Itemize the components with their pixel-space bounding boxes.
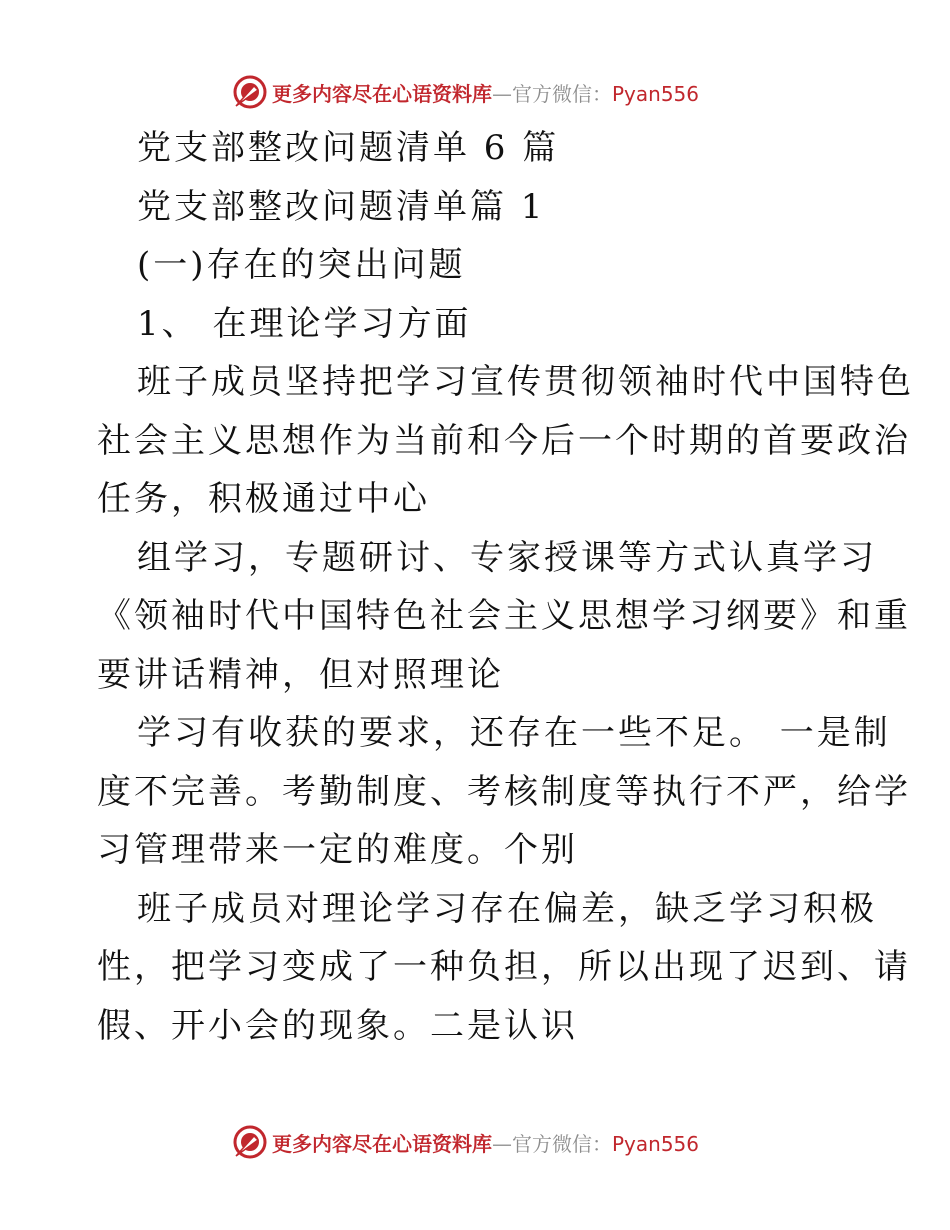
paragraph-line: 习管理带来一定的难度。个别 xyxy=(97,830,578,870)
document-body xyxy=(97,119,914,1055)
watermark-wechat-id: Pyan556 xyxy=(612,1131,700,1156)
watermark-label: 官方微信： xyxy=(512,81,612,106)
paragraph-line: 组学习，专题研讨、专家授课等方式认真学习 xyxy=(137,537,877,578)
section-heading: (一)存在的突出问题 xyxy=(137,245,466,285)
watermark-wechat-id: Pyan556 xyxy=(612,81,700,106)
paragraph-line: 性，把学习变成了一种负担，所以出现了迟到、请 xyxy=(97,947,911,987)
watermark-label: 官方微信： xyxy=(512,1131,612,1156)
feather-pen-logo-icon xyxy=(232,74,268,110)
watermark-separator: — xyxy=(492,1131,512,1156)
watermark-text xyxy=(272,78,699,107)
paragraph-line: 学习有收获的要求，还存在一些不足。 一是制 xyxy=(137,713,891,753)
paragraph-line: 任务，积极通过中心 xyxy=(97,479,430,519)
paragraph-line: 社会主义思想作为当前和今后一个时期的首要政治 xyxy=(97,420,911,461)
paragraph-line: 要讲话精神，但对照理论 xyxy=(97,654,504,695)
feather-pen-logo-icon xyxy=(232,1124,268,1160)
paragraph-line: 假、开小会的现象。二是认识 xyxy=(97,1005,578,1046)
document-title: 党支部整改问题清单 6 篇 xyxy=(137,128,560,168)
paragraph-line: 《领袖时代中国特色社会主义思想学习纲要》和重 xyxy=(97,596,911,636)
paragraph-line: 班子成员坚持把学习宣传贯彻领袖时代中国特色 xyxy=(137,362,914,402)
watermark-main-text: 更多内容尽在心语资料库 xyxy=(272,1131,492,1156)
watermark-separator: — xyxy=(492,81,512,106)
watermark-main-text: 更多内容尽在心语资料库 xyxy=(272,81,492,106)
header-watermark xyxy=(232,72,752,112)
watermark-text xyxy=(272,1128,699,1157)
paragraph-line: 班子成员对理论学习存在偏差，缺乏学习积极 xyxy=(137,888,877,929)
paragraph-line: 度不完善。考勤制度、考核制度等执行不严，给学 xyxy=(97,771,911,812)
document-subtitle: 党支部整改问题清单篇 1 xyxy=(137,186,546,227)
footer-watermark xyxy=(232,1122,752,1162)
subsection-heading: 1、 在理论学习方面 xyxy=(137,303,472,344)
